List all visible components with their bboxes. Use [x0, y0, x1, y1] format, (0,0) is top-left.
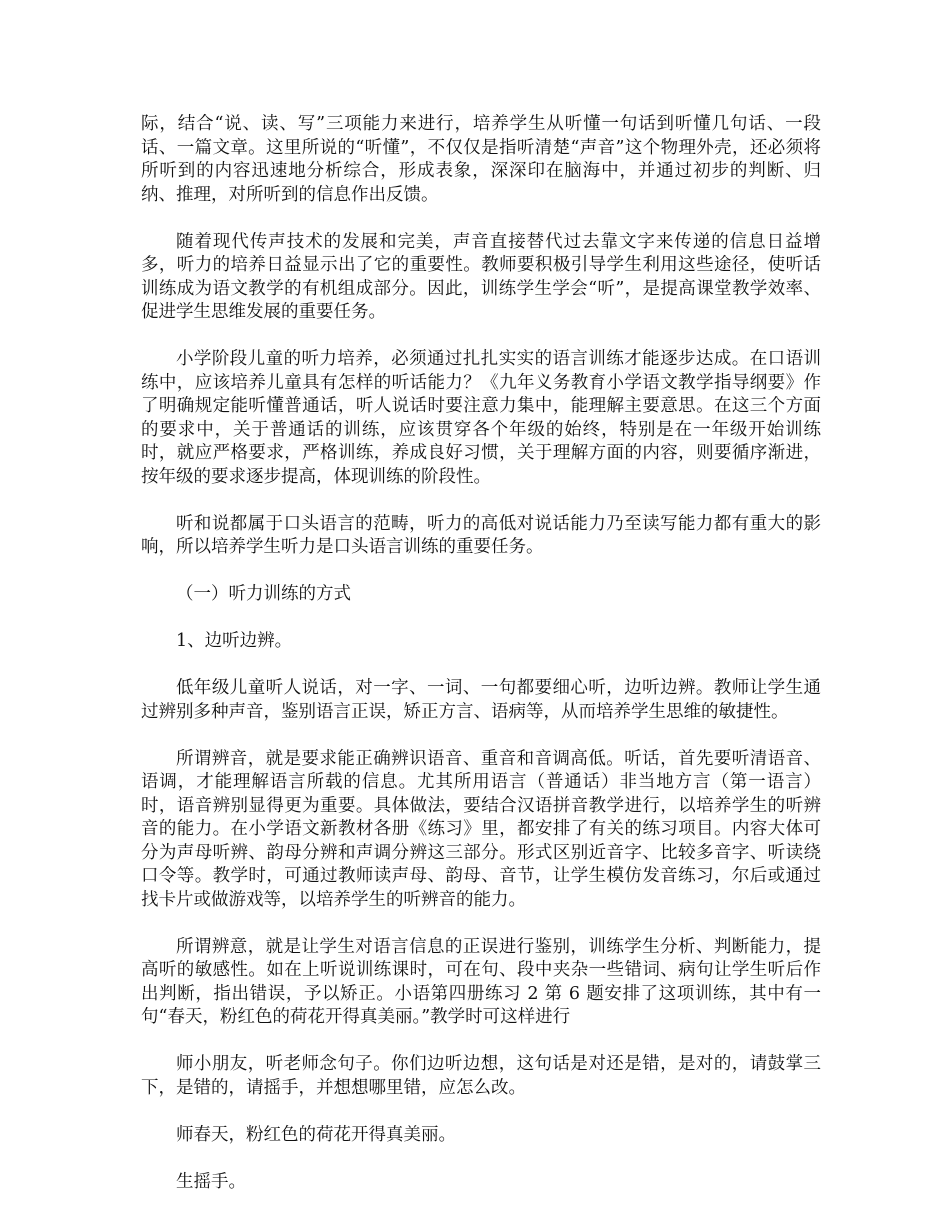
dialogue-teacher-2: 师春天，粉红色的荷花开得真美丽。: [176, 1124, 456, 1145]
paragraph-9: 所谓辨意，就是让学生对语言信息的正误进行鉴别，训练学生分析、判断能力，提高听的敏感性。如在上听说训练课时，可在句、段中夹杂一些错词、病句让学生听后作出判断，指出错误，予以矫正。小语第四册练习 2 第 6 题安排了这项训练，其中有一句“春天，粉红色的荷花开得真美丽。”教学时可这样进行: [141, 936, 821, 1027]
section-heading: （一）听力训练的方式: [176, 584, 351, 604]
paragraph-7: 低年级儿童听人说话，对一字、一词、一句都要细心听，边听边辨。教师让学生通过辨别多种声音，鉴别语言正误，矫正方言、语病等，从而培养学生思维的敏捷性。: [141, 678, 821, 722]
paragraph-4: 听和说都属于口头语言的范畴，听力的高低对说话能力乃至读写能力都有重大的影响，所以培养学生听力是口头语言训练的重要任务。: [141, 513, 821, 557]
paragraph-3: 小学阶段儿童的听力培养，必须通过扎扎实实的语言训练才能逐步达成。在口语训练中，应该培养儿童具有怎样的听话能力？《九年义务教育小学语文教学指导纲要》作了明确规定能听懂普通话，听人说话时要注意力集中，能理解主要意思。在这三个方面的要求中，关于普通话的训练，应该贯穿各个年级的始终，特别是在一年级开始训练时，就应严格要求，严格训练，养成良好习惯，关于理解方面的内容，则要循序渐进，按年级的要求逐步提高，体现训练的阶段性。: [141, 349, 821, 487]
paragraph-8: 所谓辨音，就是要求能正确辨识语音、重音和音调高低。听话，首先要听清语音、语调，才能理解语言所载的信息。尤其所用语言（普通话）非当地方言（第一语言）时，语音辨别显得更为重要。具体做法，要结合汉语拼音教学进行，以培养学生的听辨音的能力。在小学语文新教材各册《练习》里，都安排了有关的练习项目。内容大体可分为声母听辨、韵母分辨和声调分辨这三部分。形式区别近音字、比较多音字、听读绕口令等。教学时，可通过教师读声母、韵母、音节，让学生模仿发音练习，尔后或通过找卡片或做游戏等，以培养学生的听辨音的能力。: [141, 748, 821, 910]
document-page: [141, 113, 821, 1194]
paragraph-2: 随着现代传声技术的发展和完美，声音直接替代过去靠文字来传递的信息日益增多，听力的培养日益显示出了它的重要性。教师要积极引导学生利用这些途径，使听话训练成为语文教学的有机组成部分。因此，训练学生学会“听”，是提高课堂教学效率、促进学生思维发展的重要任务。: [141, 231, 821, 322]
subsection-heading: 1、边听边辨。: [176, 631, 293, 651]
dialogue-teacher-1: 师小朋友，听老师念句子。你们边听边想，这句话是对还是错，是对的，请鼓掌三下，是错的，请摇手，并想想哪里错，应怎么改。: [141, 1054, 821, 1098]
dialogue-student-1: 生摇手。: [176, 1171, 246, 1192]
paragraph-1: 际，结合“说、读、写”三项能力来进行，培养学生从听懂一句话到听懂几句话、一段话、一篇文章。这里所说的“听懂”，不仅仅是指听清楚“声音”这个物理外壳，还必须将所听到的内容迅速地分析综合，形成表象，深深印在脑海中，并通过初步的判断、归纳、推理，对所听到的信息作出反馈。: [141, 114, 821, 205]
